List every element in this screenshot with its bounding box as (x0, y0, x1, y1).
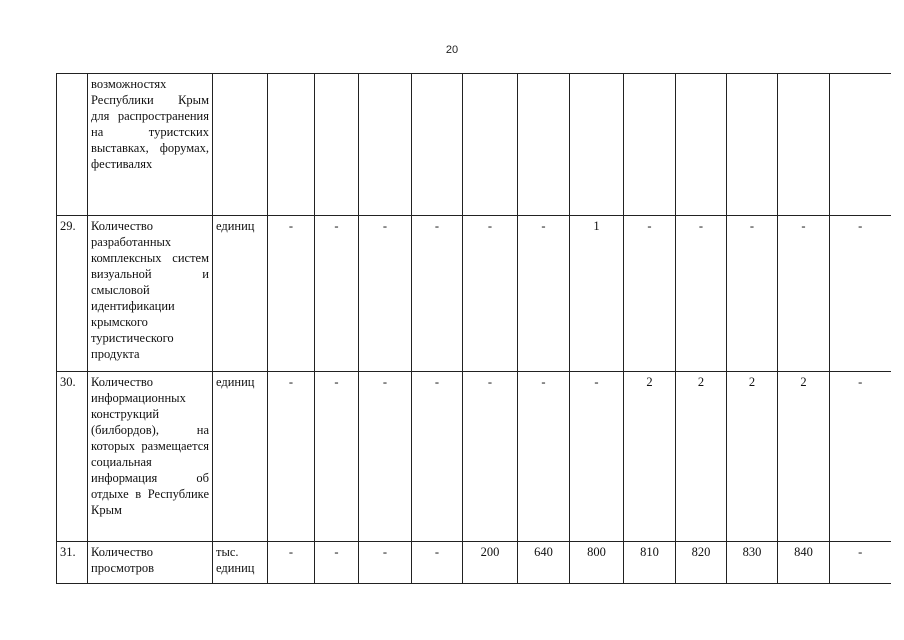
year-value-cell: 810 (624, 542, 676, 584)
indicators-table (56, 73, 891, 584)
table-row (57, 542, 891, 584)
year-value-cell (778, 74, 830, 216)
row-number: 31. (57, 542, 88, 584)
year-value-cell: - (359, 216, 412, 372)
year-value-cell (359, 74, 412, 216)
year-value-cell: 830 (727, 542, 778, 584)
year-value-cell: - (727, 216, 778, 372)
year-value-cell (412, 74, 463, 216)
year-value-cell: - (412, 542, 463, 584)
year-value-cell (830, 74, 891, 216)
year-value-cell: 2 (624, 372, 676, 542)
year-value-cell: - (570, 372, 624, 542)
year-value-cell: - (268, 372, 315, 542)
year-value-cell: 2 (727, 372, 778, 542)
year-value-cell: - (315, 216, 359, 372)
row-number (57, 74, 88, 216)
year-value-cell: - (624, 216, 676, 372)
table-row (57, 372, 891, 542)
year-value-cell: - (315, 372, 359, 542)
year-value-cell: - (830, 216, 891, 372)
year-value-cell: - (463, 372, 518, 542)
row-number: 29. (57, 216, 88, 372)
indicator-description: Количество информационных конструкций (билбордов), на которых размещается социальная информация об отдыхе в Республике Крым (88, 372, 213, 542)
year-value-cell (570, 74, 624, 216)
year-value-cell: - (676, 216, 727, 372)
table-row (57, 74, 891, 216)
year-value-cell: - (359, 372, 412, 542)
year-value-cell: - (315, 542, 359, 584)
year-value-cell: - (268, 542, 315, 584)
year-value-cell (518, 74, 570, 216)
year-value-cell: 800 (570, 542, 624, 584)
year-value-cell: - (463, 216, 518, 372)
year-value-cell (676, 74, 727, 216)
unit-of-measure (213, 74, 268, 216)
indicator-description: Количество просмотров (88, 542, 213, 584)
unit-of-measure: единиц (213, 216, 268, 372)
year-value-cell: 200 (463, 542, 518, 584)
year-value-cell: 820 (676, 542, 727, 584)
year-value-cell: 840 (778, 542, 830, 584)
year-value-cell (463, 74, 518, 216)
year-value-cell: - (830, 542, 891, 584)
year-value-cell: - (518, 372, 570, 542)
year-value-cell: - (412, 216, 463, 372)
year-value-cell: 640 (518, 542, 570, 584)
indicator-description: Количество разработанных комплексных систем визуальной и смысловой идентификации крымского туристического продукта (88, 216, 213, 372)
year-value-cell: - (518, 216, 570, 372)
year-value-cell: 2 (676, 372, 727, 542)
unit-of-measure: единиц (213, 372, 268, 542)
year-value-cell: - (830, 372, 891, 542)
year-value-cell (315, 74, 359, 216)
year-value-cell: 2 (778, 372, 830, 542)
year-value-cell: - (412, 372, 463, 542)
indicator-description: возможностях Республики Крым для распространения на туристских выставках, форумах, фестивалях (88, 74, 213, 216)
year-value-cell: - (268, 216, 315, 372)
table-row (57, 216, 891, 372)
year-value-cell: - (778, 216, 830, 372)
page-number: 20 (445, 44, 459, 56)
year-value-cell: 1 (570, 216, 624, 372)
row-number: 30. (57, 372, 88, 542)
unit-of-measure: тыс. единиц (213, 542, 268, 584)
year-value-cell (268, 74, 315, 216)
year-value-cell: - (359, 542, 412, 584)
year-value-cell (727, 74, 778, 216)
year-value-cell (624, 74, 676, 216)
